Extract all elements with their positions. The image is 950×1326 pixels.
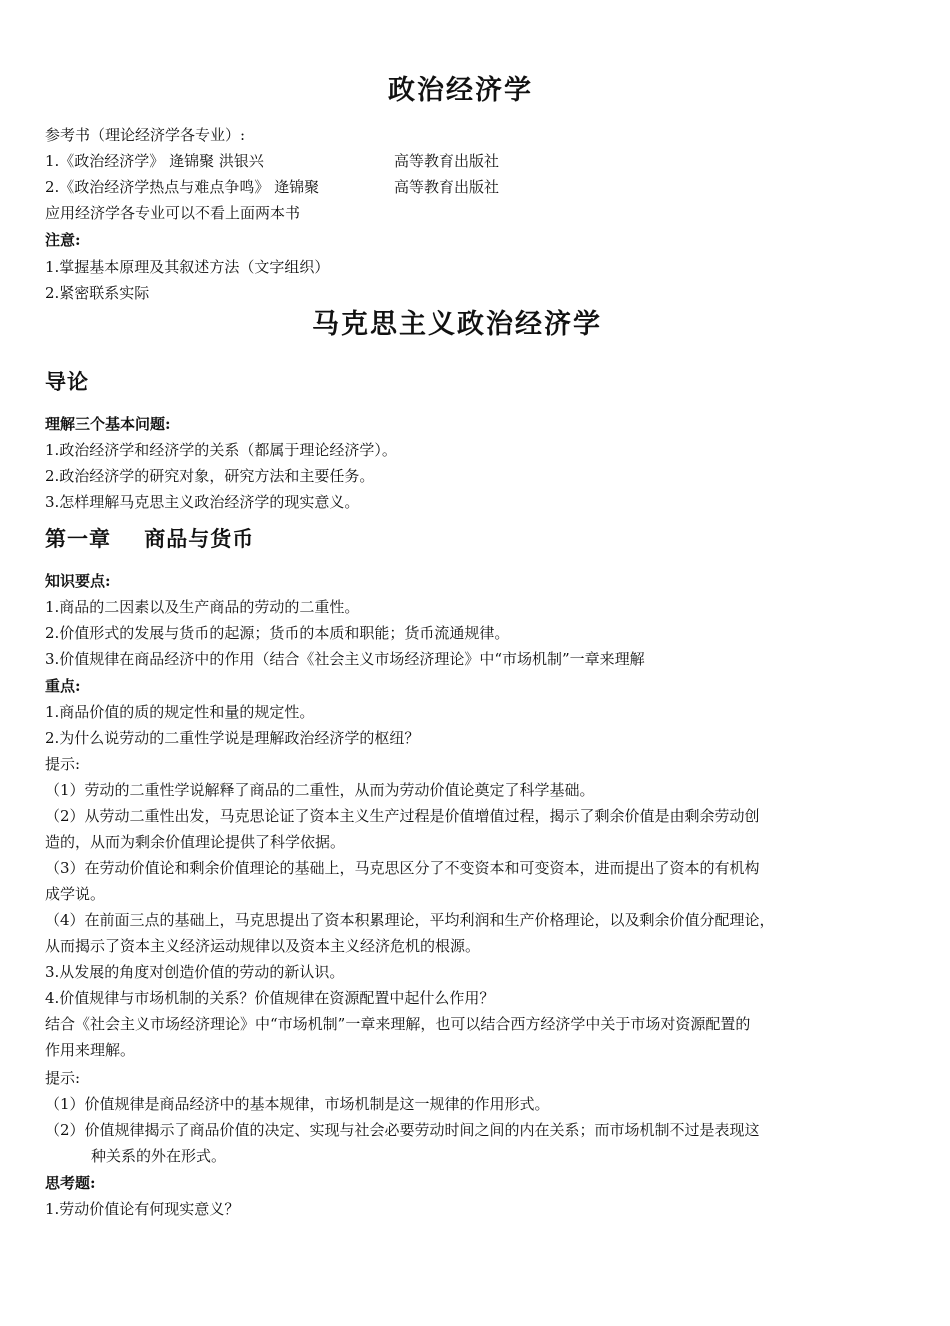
section-title: 马克思主义政治经济学 <box>312 309 602 340</box>
hint-line: （3）在劳动价值论和剩余价值理论的基础上，马克思区分了不变资本和可变资本，进而提出了资本的有机构 <box>45 859 760 877</box>
references-note: 应用经济学各专业可以不看上面两本书 <box>45 204 301 222</box>
intro-heading: 导论 <box>45 369 89 394</box>
key-point-note: 作用来理解。 <box>45 1041 136 1059</box>
key-point-item: 4.价值规律与市场机制的关系？价值规律在资源配置中起什么作用？ <box>45 989 495 1007</box>
intro-item: 1.政治经济学和经济学的关系（都属于理论经济学）。 <box>45 441 397 459</box>
attention-item: 1.掌握基本原理及其叙述方法（文字组织） <box>45 258 330 276</box>
hint-line: 成学说。 <box>45 885 106 903</box>
references-header: 参考书（理论经济学各专业）: <box>45 126 246 144</box>
knowledge-item: 2.价值形式的发展与货币的起源；货币的本质和职能；货币流通规律。 <box>45 624 510 642</box>
intro-item: 3.怎样理解马克思主义政治经济学的现实意义。 <box>45 493 360 511</box>
hint-label: 提示: <box>45 1069 81 1087</box>
key-points-label: 重点: <box>45 677 81 695</box>
hint-label: 提示: <box>45 755 81 773</box>
think-label: 思考题: <box>45 1174 96 1192</box>
knowledge-label: 知识要点: <box>45 572 111 590</box>
hint-line: 从而揭示了资本主义经济运动规律以及资本主义经济危机的根源。 <box>45 937 481 955</box>
hint-line: （2）从劳动二重性出发，马克思论证了资本主义生产过程是价值增值过程，揭示了剩余价值是由剩余劳动创 <box>45 807 760 825</box>
page-title: 政治经济学 <box>388 75 533 106</box>
chapter-1-heading: 第一章 商品与货币 <box>45 526 255 551</box>
hint-line: （1）价值规律是商品经济中的基本规律，市场机制是这一规律的作用形式。 <box>45 1095 550 1113</box>
hint-line: 种关系的外在形式。 <box>91 1147 227 1165</box>
reference-2-publisher: 高等教育出版社 <box>394 178 500 196</box>
key-point-item: 1.商品价值的质的规定性和量的规定性。 <box>45 703 315 721</box>
key-point-item: 3.从发展的角度对创造价值的劳动的新认识。 <box>45 963 345 981</box>
hint-line: （1）劳动的二重性学说解释了商品的二重性，从而为劳动价值论奠定了科学基础。 <box>45 781 595 799</box>
key-point-note: 结合《社会主义市场经济理论》中“市场机制”一章来理解，也可以结合西方经济学中关于市场对资源配置的 <box>45 1015 751 1033</box>
reference-2-book: 2.《政治经济学热点与难点争鸣》 逄锦聚 <box>45 178 320 196</box>
think-item: 1.劳动价值论有何现实意义？ <box>45 1200 240 1218</box>
hint-line: 造的，从而为剩余价值理论提供了科学依据。 <box>45 833 346 851</box>
knowledge-item: 1.商品的二因素以及生产商品的劳动的二重性。 <box>45 598 360 616</box>
reference-1-book: 1.《政治经济学》 逄锦聚 洪银兴 <box>45 152 264 170</box>
hint-line: （2）价值规律揭示了商品价值的决定、实现与社会必要劳动时间之间的内在关系；而市场机制不过是表现这 <box>45 1121 760 1139</box>
intro-label: 理解三个基本问题: <box>45 415 171 433</box>
attention-label: 注意: <box>45 231 81 249</box>
attention-item: 2.紧密联系实际 <box>45 284 150 302</box>
intro-item: 2.政治经济学的研究对象，研究方法和主要任务。 <box>45 467 375 485</box>
reference-1-publisher: 高等教育出版社 <box>394 152 500 170</box>
key-point-item: 2.为什么说劳动的二重性学说是理解政治经济学的枢纽？ <box>45 729 420 747</box>
hint-line: （4）在前面三点的基础上，马克思提出了资本积累理论，平均利润和生产价格理论，以及剩余价值分配理论， <box>45 911 775 929</box>
knowledge-item: 3.价值规律在商品经济中的作用（结合《社会主义市场经济理论》中“市场机制”一章来理解 <box>45 650 645 668</box>
